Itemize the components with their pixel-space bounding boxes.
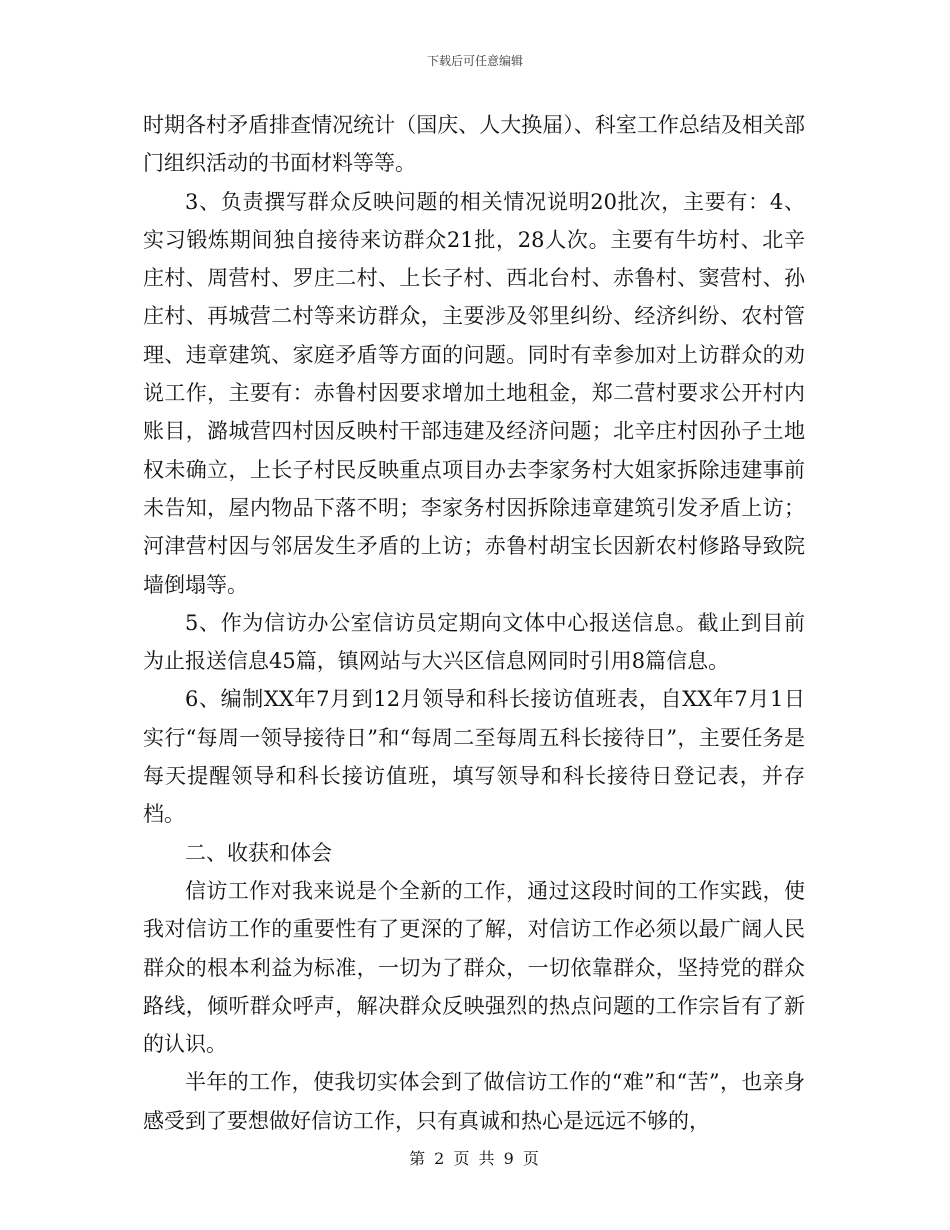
- paragraph: 5、作为信访办公室信访员定期向文体中心报送信息。截止到目前为止报送信息45篇，镇网站与大兴区信息网同时引用8篇信息。: [143, 610, 805, 674]
- page-header: 下载后可任意编辑: [426, 54, 523, 68]
- paragraph: 信访工作对我来说是个全新的工作，通过这段时间的工作实践，使我对信访工作的重要性有了更深的了解，对信访工作必须以最广阔人民群众的根本利益为标准，一切为了群众，一切依靠群众，坚持党的群众路线，倾听群众呼声，解决群众反映强烈的热点问题的工作宗旨有了新的认识。: [143, 878, 805, 1057]
- paragraph: 3、负责撰写群众反映问题的相关情况说明20批次，主要有：4、实习锻炼期间独自接待来访群众21批，28人次。主要有牛坊村、北辛庄村、周营村、罗庄二村、上长子村、西北台村、赤鲁村、窦营村、孙庄村、再城营二村等来访群众，主要涉及邻里纠纷、经济纠纷、农村管理、违章建筑、家庭矛盾等方面的问题。同时有幸参加对上访群众的劝说工作，主要有：赤鲁村因要求增加土地租金，郑二营村要求公开村内账目，潞城营四村因反映村干部违建及经济问题；北辛庄村因孙子土地权未确立，上长子村民反映重点项目办去李家务村大姐家拆除违建事前未告知，屋内物品下落不明；李家务村因拆除违章建筑引发矛盾上访；河津营村因与邻居发生矛盾的上访；赤鲁村胡宝长因新农村修路导致院墙倒塌等。: [143, 189, 805, 597]
- paragraph: 时期各村矛盾排查情况统计（国庆、人大换届）、科室工作总结及相关部门组织活动的书面材料等等。: [143, 113, 805, 176]
- page-number: 第 2 页 共 9 页: [409, 1149, 541, 1168]
- paragraph: 6、编制XX年7月到12月领导和科长接访值班表，自XX年7月1日实行“每周一领导接待日”和“每周二至每周五科长接待日”，主要任务是每天提醒领导和科长接访值班，填写领导和科长接待日登记表，并存档。: [143, 687, 805, 827]
- paragraph: 半年的工作，使我切实体会到了做信访工作的“难”和“苦”，也亲身感受到了要想做好信访工作，只有真诚和热心是远远不够的，: [143, 1070, 805, 1133]
- section-heading: 二、收获和体会: [185, 840, 332, 865]
- document-body: [143, 106, 805, 1140]
